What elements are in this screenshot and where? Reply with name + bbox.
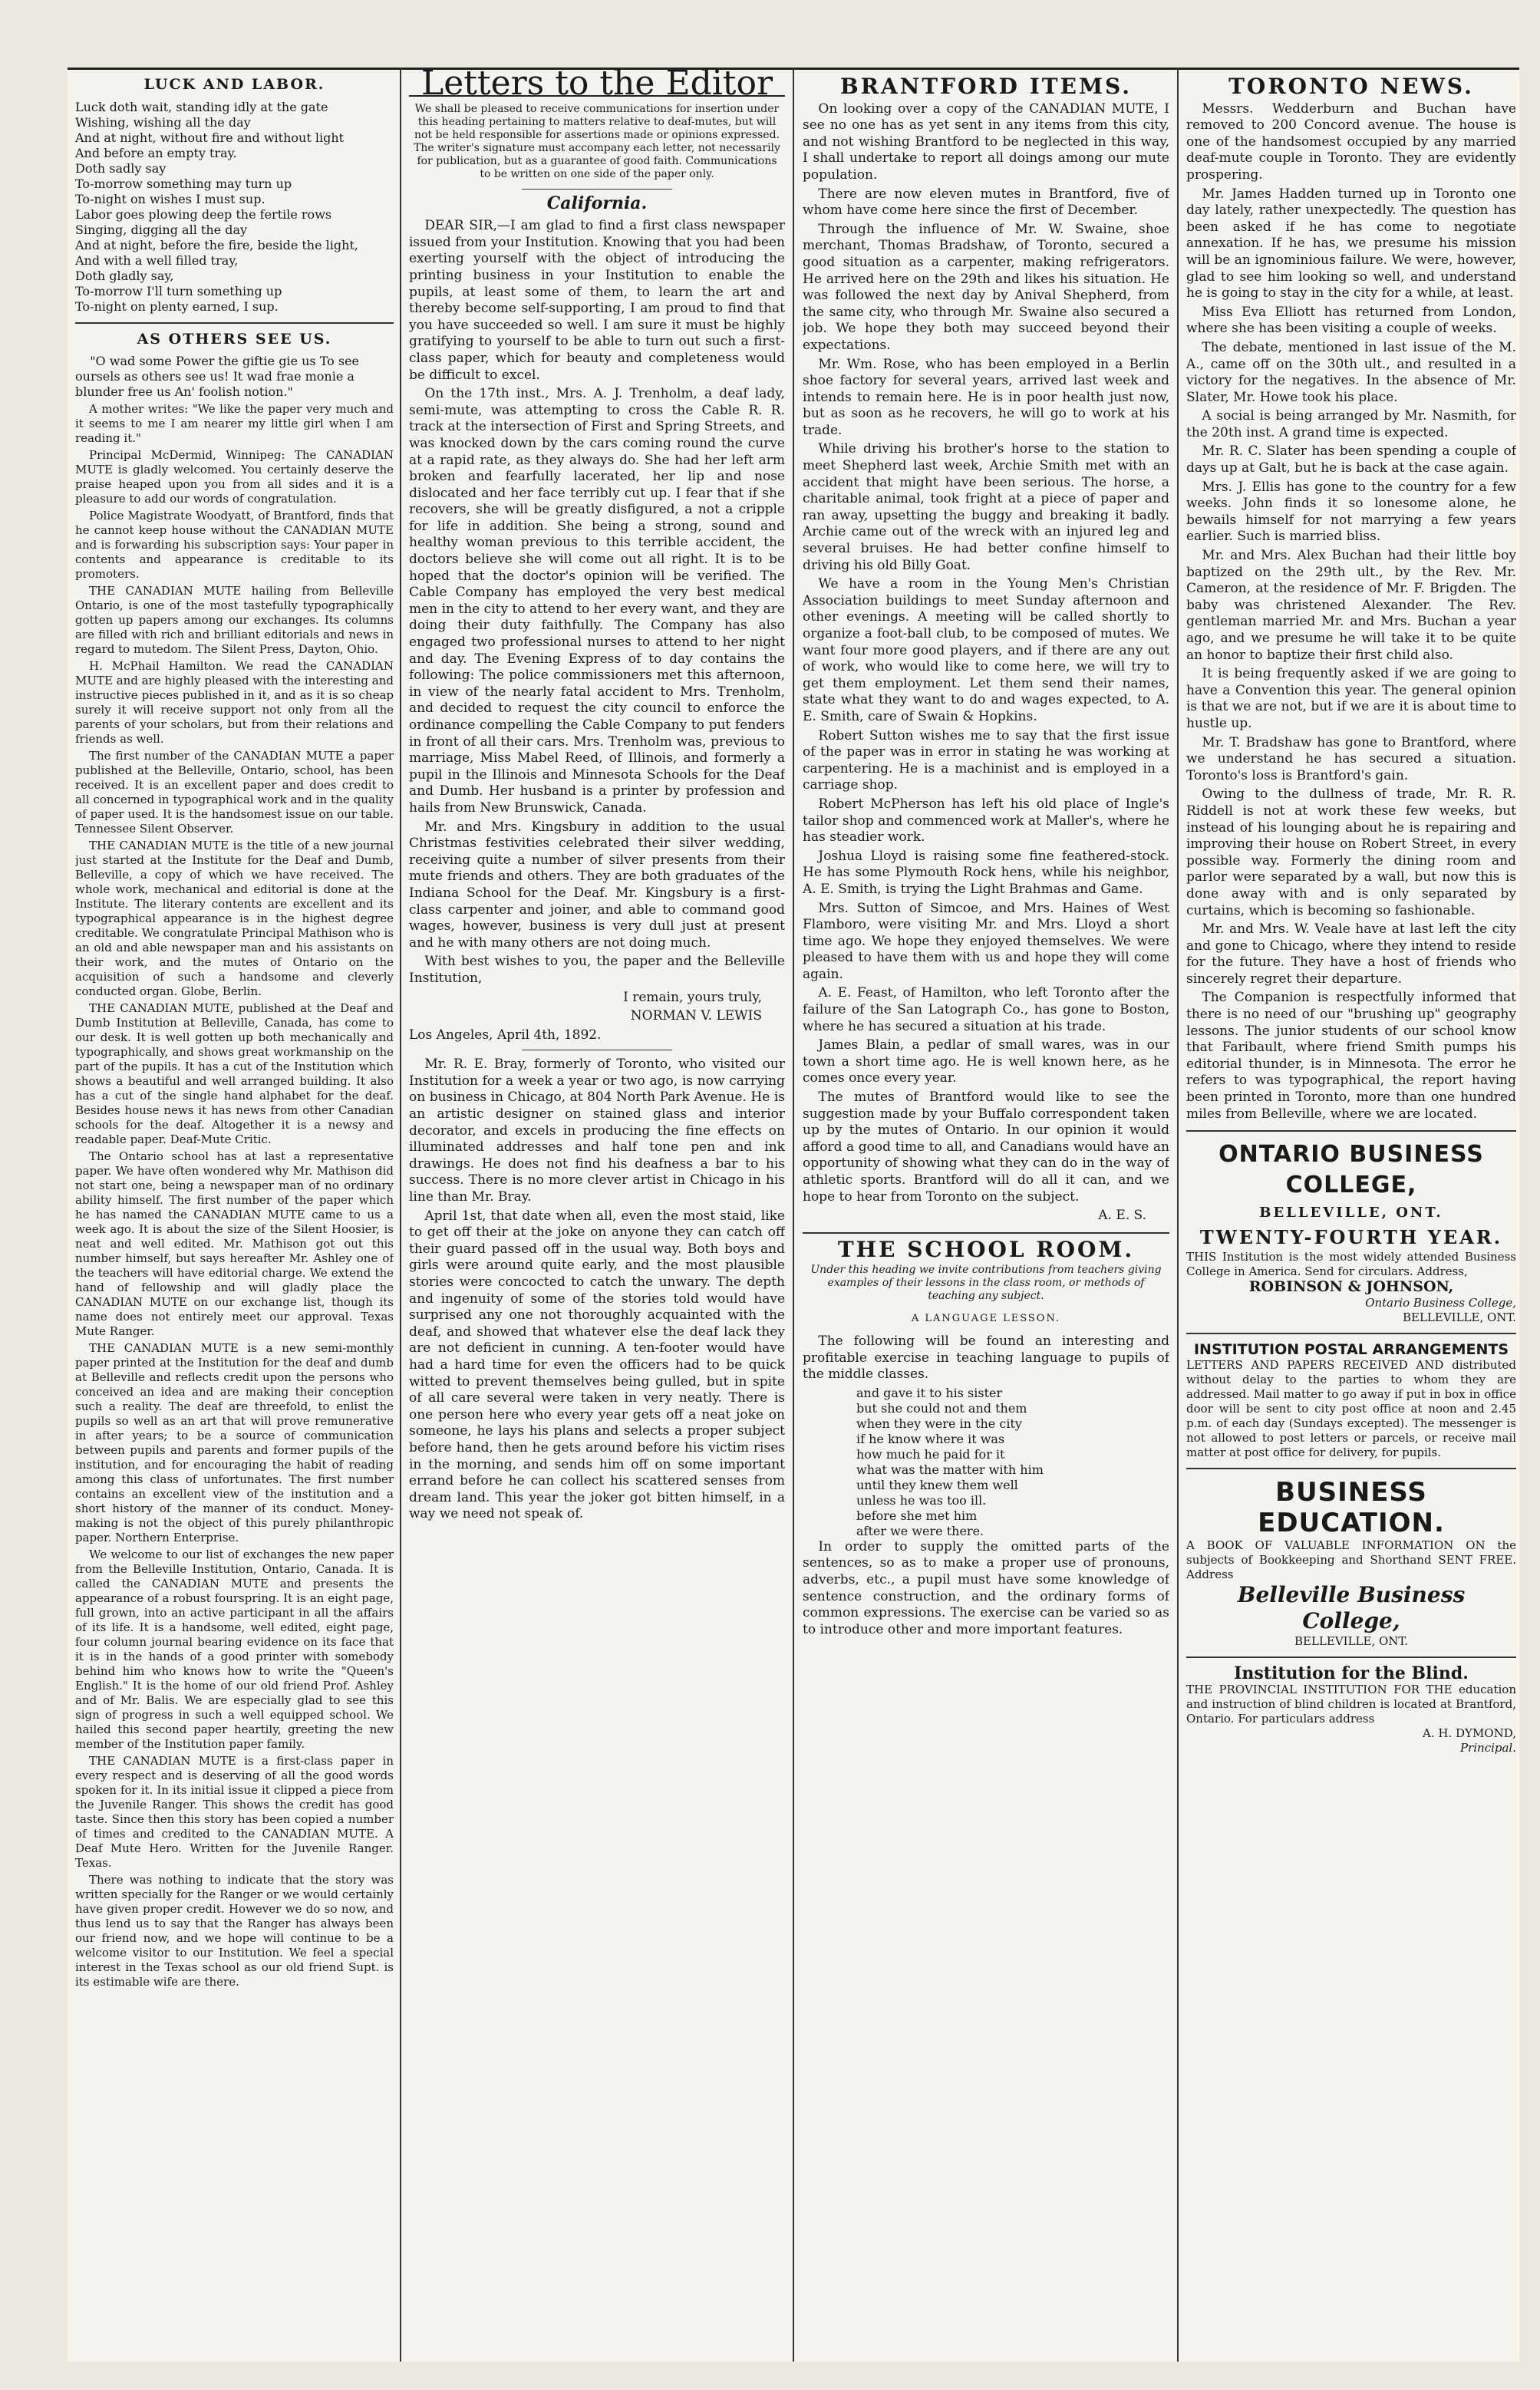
poem-line: Doth gladly say, <box>75 268 174 283</box>
lesson-line: until they knew them well <box>856 1477 1018 1492</box>
paragraph: The first number of the CANADIAN MUTE a paper published at the Belleville, Ontario, school, has been received. It is an excellent paper and does credit to all concerned in typographical work and in the quality of paper used. It is the handsomest issue on our table. Tennessee Silent Observer. <box>75 749 394 836</box>
paragraph: We welcome to our list of exchanges the new paper from the Belleville Institution, Ontario, Canada. It is called the CANADIAN MUTE and presents the appearance of a robust fourspring. It is an eight page, full grown, into an active participant in all the affairs of its life. It is a handsome, well edited, eight page, four column journal bearing evidence on its face that it is in the hands of a good printer with somebody behind him who knows how to write the "Queen's English." It is the home of our old friend Prof. Ashley and of Mr. Balis. We are especially glad to see this sign of progress in such a well equipped school. We hailed this second paper heartily, greeting the new member of the Institution paper family. <box>75 1548 394 1752</box>
paragraph: The mutes of Brantford would like to see the suggestion made by your Buffalo correspondent taken up by the mutes of Ontario. In our opinion it would afford a good time to all, and Canadians would have an opportunity of showing what they can do in the way of athletic sports. Brantford will do all it can, and we hope to hear from Toronto on the subject. <box>803 1090 1169 1205</box>
letter-signature: NORMAN V. LEWIS <box>630 1008 762 1024</box>
lesson-line: before she met him <box>856 1508 978 1523</box>
paragraph: On looking over a copy of the CANADIAN MUTE, I see no one has as yet sent in any items from this city, and not wishing Brantford to be neglected in this way, I shall undertake to report all doings among our mute population. <box>803 101 1169 183</box>
paragraph: Mr. James Hadden turned up in Toronto one day lately, rather unexpectedly. The question has been asked if he has come to negotiate annexation. If he has, we presume his mission will be an ignominious failure. We were, however, glad to see him looking so well, and understand he is going to stay in the city for a while, at least. <box>1186 186 1516 302</box>
paragraph: Owing to the dullness of trade, Mr. R. R. Riddell is not at work these few weeks, but instead of his lounging about he is repairing and improving their house on Robert Street, in every possible way. Formerly the dining room and parlor were separated by a wall, but now this is done away with and is only separated by curtains, which is becoming so fashionable. <box>1186 786 1516 918</box>
paragraph: Mr. T. Bradshaw has gone to Brantford, where we understand he has secured a situation. Toronto's loss is Brantford's gain. <box>1186 734 1516 783</box>
lesson-lines <box>803 1386 1169 1539</box>
ad-title: BUSINESS EDUCATION. <box>1258 1477 1445 1539</box>
ad-body: THE PROVINCIAL INSTITUTION FOR THE education and instruction of blind children is located at Brantford, Ontario. For particulars address <box>1186 1683 1516 1726</box>
poem-line: And at night, before the fire, beside the light, <box>75 237 358 252</box>
paragraph: While driving his brother's horse to the station to meet Shepherd last week, Archie Smith met with an accident that might have been serious. The horse, a charitable animal, took fright at a piece of paper and ran away, upsetting the buggy and breaking it badly. Archie came out of the wreck with an injured leg and several bruises. He had better confine himself to driving his old Billy Goat. <box>803 441 1169 573</box>
divider <box>1186 1657 1516 1658</box>
column-rule <box>1177 68 1179 2362</box>
poem-line: Singing, digging all the day <box>75 222 248 237</box>
lesson-line: when they were in the city <box>856 1416 1022 1431</box>
quote: "O wad some Power the giftie gie us To see oursels as others see us! It wad frae monie a blunder free us An' foolish notion." <box>75 354 360 400</box>
paragraph: On the 17th inst., Mrs. A. J. Trenholm, a deaf lady, semi-mute, was attempting to cross the Cable R. R. track at the intersection of First and Spring Streets, and was knocked down by the cars coming round the curve at a rapid rate, as they always do. She had her left arm broken and fearfully lacerated, her lip and nose dislocated and her face terribly cut up. I fear that if she recovers, she will be greatly disfigured, a not a cripple for life in addition. She being a strong, sound and healthy woman previous to this terrible accident, the doctors believe she will come out all right. It is to be hoped that the doctor's opinion will be verified. The Cable Company has employed the very best medical men in the city to attend to her every want, and they are doing their duty faithfully. The Company has also engaged two professional nurses to attend to her night and day. The Evening Express of to day contains the following: The police commissioners met this afternoon, in view of the nearly fatal accident to Mrs. Trenholm, and decided to request the city council to enforce the ordinance compelling the Cable Company to put fenders in front of all their cars. Mrs. Trenholm was, previous to marriage, Miss Mabel Reed, of Illinois, and formerly a pupil in the Illinois and Minnesota Schools for the Deaf and Dumb. Her husband is a printer by profession and hails from New Brunswick, Canada. <box>409 386 785 816</box>
divider <box>75 322 394 324</box>
column-2 <box>409 68 785 2362</box>
section-title: THE SCHOOL ROOM. <box>837 1236 1135 1262</box>
column-1 <box>75 68 394 2362</box>
ad-address: BELLEVILLE, ONT. <box>1402 1310 1516 1324</box>
paragraph: Messrs. Wedderburn and Buchan have removed to 200 Concord avenue. The house is one of the handsomest occupied by any married deaf-mute couple in Toronto. They are evidently prospering. <box>1186 101 1516 183</box>
paragraph: The debate, mentioned in last issue of the M. A., came off on the 30th ult., and resulted in a victory for the negatives. In the absence of Mr. Slater, Mr. Howe took his place. <box>1186 339 1516 405</box>
paragraph: Joshua Lloyd is raising some fine feathered-stock. He has some Plymouth Rock hens, while his neighbor, A. E. Smith, is trying the Light Brahmas and Game. <box>803 848 1169 897</box>
editorial-note: Under this heading we invite contributions from teachers giving examples of their lessons in the class room, or methods of teaching any subject. <box>810 1264 1162 1303</box>
paragraph: Through the influence of Mr. W. Swaine, shoe merchant, Thomas Bradshaw, of Toronto, secured a good situation as a carpenter, making refrigerators. He arrived here on the 29th and likes his situation. He was followed the next day by Anival Shepherd, from the same city, who through Mr. Swaine also secured a job. We hope they both may succeed beyond their expectations. <box>803 221 1169 353</box>
divider <box>803 1232 1169 1234</box>
poem-line: To-night on plenty earned, I sup. <box>75 298 279 314</box>
divider <box>1186 1468 1516 1469</box>
ad-business-education <box>1186 1477 1516 1649</box>
lesson-line: and gave it to his sister <box>856 1385 1003 1400</box>
paragraph: A mother writes: "We like the paper very much and it seems to me I am nearer my little girl when I am reading it." <box>75 402 394 446</box>
ad-postal <box>1186 1342 1516 1461</box>
column-3 <box>803 68 1169 2362</box>
paragraph: With best wishes to you, the paper and the Belleville Institution, <box>409 954 785 986</box>
paragraph: DEAR SIR,—I am glad to find a first class newspaper issued from your Institution. Knowing that you had been exerting yourself with the object of introducing the printing business in your Institution to enable the pupils, at least some of them, to learn the art and thereby become self-supporting, I am proud to find that you have succeeded so well. I am sure it must be highly gratifying to yourself to be able to turn out such a first-class paper, which for beauty and completeness would be difficult to excel. <box>409 218 785 383</box>
ad-name: A. H. DYMOND, <box>1423 1726 1516 1740</box>
paragraph: The following will be found an interesting and profitable exercise in teaching language to pupils of the middle classes. <box>803 1333 1169 1383</box>
poem-line: To-morrow I'll turn something up <box>75 283 282 298</box>
section-title: AS OTHERS SEE US. <box>137 330 332 348</box>
paragraph: Mr. and Mrs. Kingsbury in addition to the usual Christmas festivities celebrated their silver wedding, receiving quite a number of silver presents from their mute friends and others. They are both graduates of the Indiana School for the Deaf. Mr. Kingsbury is a first-class carpenter and joiner, and able to command good wages, however, business is very dull just at present and he with many others are not doing much. <box>409 819 785 951</box>
paragraph: Miss Eva Elliott has returned from London, where she has been visiting a couple of weeks. <box>1186 304 1516 337</box>
paragraph: Mr. and Mrs. W. Veale have at last left the city and gone to Chicago, where they intend to reside for the future. They have a host of friends who sincerely regret their departure. <box>1186 921 1516 987</box>
lesson-line: if he know where it was <box>856 1431 1005 1446</box>
poem-line: Labor goes plowing deep the fertile rows <box>75 206 332 222</box>
signature: A. E. S. <box>1098 1208 1146 1224</box>
paragraph: THE CANADIAN MUTE hailing from Belleville Ontario, is one of the most tastefully typographically gotten up papers among our exchanges. Its columns are filled with rich and brilliant editorials and news in regard to mutedom. The Silent Press, Dayton, Ohio. <box>75 584 394 657</box>
paragraph: The Companion is respectfully informed that there is no need of our "brushing up" geography lessons. The junior students of our school know that Faribault, where friend Smith pumps his editorial thunder, is in Minnesota. The error he refers to was typographical, the report having been printed in Toronto, more than one hundred miles from Belleville, where we are located. <box>1186 990 1516 1122</box>
ad-city: BELLEVILLE, ONT. <box>1259 1205 1443 1221</box>
newspaper-page <box>68 68 1519 2362</box>
paragraph: The Ontario school has at last a representative paper. We have often wondered why Mr. Mathison did not start one, being a newspaper man of no ordinary ability himself. The first number of the paper which he has named the CANADIAN MUTE came to us a week ago. It is about the size of the Silent Hoosier, is neat and well edited. Mr. Mathison got out this number himself, but says hereafter Mr. Ashley one of the teachers will have editorial charge. We extend the hand of fellowship and will gladly place the CANADIAN MUTE on our exchange list, though its name does not entirely meet our approval. Texas Mute Ranger. <box>75 1149 394 1339</box>
paragraph: H. McPhail Hamilton. We read the CANADIAN MUTE and are highly pleased with the interesting and instructive pieces published in it, and as it is so cheap surely it will receive support not only from all the parents of your scholars, but from their relations and friends as well. <box>75 659 394 747</box>
paragraph: James Blain, a pedlar of small wares, was in our town a short time ago. He is well known here, as he comes once every year. <box>803 1037 1169 1086</box>
ad-title: ONTARIO BUSINESS COLLEGE, <box>1218 1141 1484 1199</box>
paragraph: It is being frequently asked if we are going to have a Convention this year. The general opinion is that we are not, but if we are it is about time to hustle up. <box>1186 666 1516 731</box>
section-title: BRANTFORD ITEMS. <box>840 74 1132 99</box>
ad-address: Ontario Business College, <box>1365 1295 1516 1310</box>
letters-heading: Letters to the Editor <box>409 75 785 97</box>
paragraph: THE CANADIAN MUTE is a first-class paper in every respect and is deserving of all the good words spoken for it. In its initial issue it clipped a piece from the Juvenile Ranger. This shows the credit has good taste. Since then this story has been copied a number of times and credited to the CANADIAN MUTE. A Deaf Mute Hero. Written for the Juvenile Ranger. Texas. <box>75 1754 394 1871</box>
paragraph: Mr. and Mrs. Alex Buchan had their little boy baptized on the 29th ult., by the Rev. Mr. Cameron, at the residence of Mr. F. Brigden. The baby was christened Alexander. The Rev. gentleman married Mr. and Mrs. Buchan a year ago, and we presume he will take it to be quite an honor to baptize their first child also. <box>1186 548 1516 663</box>
paragraph: Mr. Wm. Rose, who has been employed in a Berlin shoe factory for several years, arrived last week and intends to remain here. He is in poor health just now, but as soon as he recovers, he will go to work at his trade. <box>803 356 1169 438</box>
ad-college: Belleville Business College, <box>1237 1582 1466 1634</box>
poem-line: And at night, without fire and without light <box>75 130 345 145</box>
paragraph: Mrs. J. Ellis has gone to the country for a few weeks. John finds it so lonesome alone, he bewails himself for not marrying a few years earlier. Such is married bliss. <box>1186 479 1516 545</box>
poem-line: And before an empty tray. <box>75 145 237 160</box>
lesson-line: but she could not and them <box>856 1400 1027 1416</box>
poem-line: And with a well filled tray, <box>75 252 239 268</box>
lesson-line: what was the matter with him <box>856 1462 1044 1477</box>
paragraph: Principal McDermid, Winnipeg: The CANADIAN MUTE is gladly welcomed. You certainly deserve the praise heaped upon you from all sides and it is a pleasure to add our words of congratulation. <box>75 448 394 506</box>
paragraph: Mrs. Sutton of Simcoe, and Mrs. Haines of West Flamboro, were visiting Mr. and Mrs. Lloyd a short time ago. We hope they enjoyed themselves. We were pleased to have them with us and hope they will come again. <box>803 900 1169 982</box>
paragraph: A social is being arranged by Mr. Nasmith, for the 20th inst. A grand time is expected. <box>1186 408 1516 440</box>
poem-line: To-morrow something may turn up <box>75 176 292 191</box>
poem-title: LUCK AND LABOR. <box>143 76 325 93</box>
ad-blind-institution <box>1186 1663 1516 1755</box>
divider <box>1186 1130 1516 1132</box>
ad-title: Institution for the Blind. <box>1234 1663 1469 1684</box>
lesson-line: after we were there. <box>856 1523 984 1538</box>
paragraph: A. E. Feast, of Hamilton, who left Toronto after the failure of the San Latograph Co., has gone to Boston, where he has secured a situation at his trade. <box>803 985 1169 1034</box>
paragraph: There was nothing to indicate that the story was written specially for the Ranger or we would certainly have given proper credit. However we do so now, and thus lend us to say that the Ranger has always been our friend now, and we hope will continue to be a welcome visitor to our Institution. We feel a special interest in the Texas school as our old friend Supt. is its estimable wife are there. <box>75 1873 394 1989</box>
ad-body: A BOOK OF VALUABLE INFORMATION ON the subjects of Bookkeeping and Shorthand SENT FREE. Address <box>1186 1538 1516 1582</box>
paragraph: Mr. R. C. Slater has been spending a couple of days up at Galt, but he is back at the case again. <box>1186 443 1516 476</box>
paragraph: THE CANADIAN MUTE is the title of a new journal just started at the Institute for the Deaf and Dumb, Belleville, a copy of which we have received. The whole work, mechanical and editorial is done at the Institute. The literary contents are excellent and its typographical appearance is in the highest degree creditable. We congratulate Principal Mathison who is an old and able newspaper man and his assistants on their work, and the mutes of Ontario on the acquisition of such a handsome and cleverly conducted organ. Globe, Berlin. <box>75 839 394 999</box>
paragraph: THE CANADIAN MUTE is a new semi-monthly paper printed at the Institution for the deaf and dumb at Belleville and reflects credit upon the persons who conceived an idea and are making their conception such a reality. The deaf are threefold, to enlist the pupils so well as an art that will prove remunerative in after years; to be a source of communication between pupils and parents and former pupils of the institution, and for encouraging the habit of reading among this class of unfortunates. The first number contains an excellent view of the institution and a short history of the manner of its conduct. Money-making is not the object of this purely philanthropic paper. Northern Enterprise. <box>75 1341 394 1545</box>
paragraph: We have a room in the Young Men's Christian Association buildings to meet Sunday afternoon and other evenings. A meeting will be called shortly to organize a foot-ball club, to be composed of mutes. We want four more good players, and if there are any out of work, who would like to come here, we will try to get them employment. Let them send their names, state what they want to do and wages expected, to A. E. Smith, care of Swain & Hopkins. <box>803 576 1169 724</box>
paragraph: In order to supply the omitted parts of the sentences, so as to make a proper use of pronouns, adverbs, etc., a pupil must have some knowledge of sentence construction, and the ordinary forms of common expressions. The exercise can be varied so as to introduce other and more important features. <box>803 1538 1169 1637</box>
divider <box>1186 1333 1516 1334</box>
editorial-note: We shall be pleased to receive communications for insertion under this heading pertaining to matters relative to deaf-mutes, but will not be held responsible for assertions made or opinions expressed. The writer's signature must accompany each letter, not necessarily for publication, but as a guarantee of good faith. Communications to be written on one side of the paper only. <box>414 102 780 180</box>
paragraph: Robert Sutton wishes me to say that the first issue of the paper was in error in stating he was working at carpentering. He is a machinist and is employed in a carriage shop. <box>803 727 1169 793</box>
ad-firm: ROBINSON & JOHNSON, <box>1248 1278 1454 1296</box>
poem-line: Luck doth wait, standing idly at the gate <box>75 99 328 114</box>
paragraph: THE CANADIAN MUTE, published at the Deaf and Dumb Institution at Belleville, Canada, has come to our desk. It is well gotten up both mechanically and typographically, and shows great workmanship on the part of the pupils. It has a cut of the Institution which shows a beautiful and well arranged building. It also has a cut of the single hand alphabet for the deaf. Besides house news it has news from other Canadian schools for the deaf. Altogether it is a newsy and readable paper. Deaf-Mute Critic. <box>75 1001 394 1147</box>
lesson-line: how much he paid for it <box>856 1446 1005 1462</box>
ad-title: INSTITUTION POSTAL ARRANGEMENTS <box>1193 1340 1509 1358</box>
letter-dateline: Los Angeles, April 4th, 1892. <box>409 1027 602 1043</box>
column-rule <box>793 68 794 2362</box>
ad-body: LETTERS AND PAPERS RECEIVED AND distributed without delay to the parties to whom they are addressed. Mail matter to go away if put in box in office door will be sent to city post office at noon and 2.45 p.m. of each day (Sundays excepted). The messenger is not allowed to post letters or parcels, or receive mail matter at post office for delivery, for pupils. <box>1186 1358 1516 1460</box>
poem-line: Doth sadly say <box>75 160 167 176</box>
lesson-title: A LANGUAGE LESSON. <box>911 1313 1061 1325</box>
lesson-line: unless he was too ill. <box>856 1492 987 1508</box>
poem-line: Wishing, wishing all the day <box>75 114 251 130</box>
ad-city: BELLEVILLE, ONT. <box>1294 1634 1408 1649</box>
poem <box>75 100 394 315</box>
ad-role: Principal. <box>1459 1741 1516 1755</box>
column-4 <box>1186 68 1516 2362</box>
paragraph: Police Magistrate Woodyatt, of Brantford, finds that he cannot keep house without the CANADIAN MUTE and is forwarding his subscription says: Your paper in contents and appearance is creditable to its promoters. <box>75 509 394 582</box>
short-divider <box>522 189 672 190</box>
paragraph: There are now eleven mutes in Brantford, five of whom have come here since the first of December. <box>803 186 1169 219</box>
paragraph: Mr. R. E. Bray, formerly of Toronto, who visited our Institution for a week a year or two ago, is now carrying on business in Chicago, at 804 North Park Avenue. He is an artistic designer on stained glass and interior decorator, and excels in producing the fine effects on illuminated addresses and half tone pen and ink drawings. He does not find his deafness a bar to his success. There is no more clever artist in Chicago in his line than Mr. Bray. <box>409 1057 785 1205</box>
ad-business-college <box>1186 1139 1516 1325</box>
paragraph: April 1st, that date when all, even the most staid, like to get off their at the joke on anyone they can catch off their guard passed off in the usual way. Both boys and girls were around quite early, and the most plausible stories were concocted to catch the unwary. The depth and ingenuity of some of the stories told would have surprised any one not thoroughly acquainted with the deaf, and showed that whatever else the deaf lack they are not deficient in cunning. A ten-footer would have had a hard time for even the officers had to be quick witted to prevent themselves being gulled, but in spite of all care several were taken in very neatly. There is one person here who every year gets off a neat joke on someone, he lays his plans and selects a proper subject before hand, then he gets around before his victim rises in the morning, and sends him off on some important errand before he can collect his scattered senses from dream land. This year the joker got bitten himself, in a way we need not speak of. <box>409 1208 785 1522</box>
poem-line: To-night on wishes I must sup. <box>75 191 265 206</box>
column-rule <box>400 68 401 2362</box>
letter-closing: I remain, yours truly, <box>623 989 762 1005</box>
section-title: TORONTO NEWS. <box>1228 74 1474 99</box>
paragraph: Robert McPherson has left his old place of Ingle's tailor shop and commenced work at Maller's, where he has steadier work. <box>803 796 1169 846</box>
ad-year: TWENTY-FOURTH YEAR. <box>1199 1226 1503 1249</box>
ad-body: THIS Institution is the most widely attended Business College in America. Send for circulars. Address, <box>1186 1250 1516 1279</box>
letter-title: California. <box>546 193 648 213</box>
